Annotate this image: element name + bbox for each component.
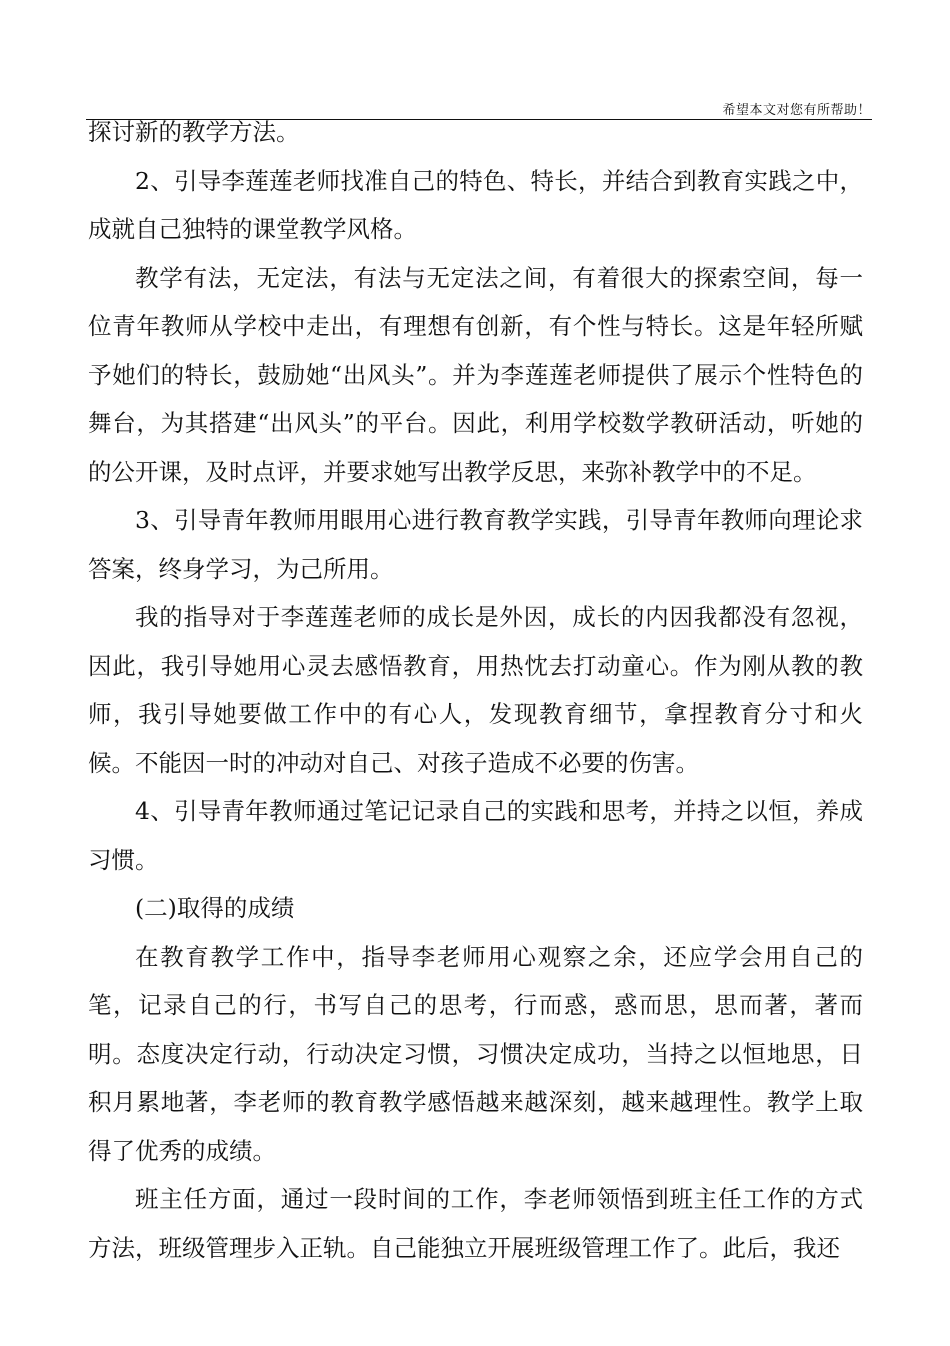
paragraph-5: 我的指导对于李莲莲老师的成长是外因，成长的内因我都没有忽视，因此，我引导她用心灵去感悟教育，用热忱去打动童心。作为刚从教的教师，我引导她要做工作中的有心人，发现教育细节，拿捏教育分寸和火候。不能因一时的冲动对自己、对孩子造成不必要的伤害。 — [88, 603, 863, 777]
paragraph-4: 3、引导青年教师用眼用心进行教育教学实践，引导青年教师向理论求答案，终身学习，为己所用。 — [88, 506, 863, 583]
section-heading: (二)取得的成绩 — [135, 894, 295, 922]
paragraph-3: 教学有法，无定法，有法与无定法之间，有着很大的探索空间，每一位青年教师从学校中走出，有理想有创新，有个性与特长。这是年轻所赋予她们的特长，鼓励她“出风头”。并为李莲莲老师提供了展示个性特色的舞台，为其搭建“出风头”的平台。因此，利用学校数学教研活动，听她的的公开课，及时点评，并要求她写出教学反思，来弥补教学中的不足。 — [88, 263, 863, 486]
paragraph-2: 2、引导李莲莲老师找准自己的特色、特长，并结合到教育实践之中，成就自己独特的课堂教学风格。 — [88, 166, 863, 243]
header-note: 希望本文对您有所帮助！ — [722, 103, 871, 118]
paragraph-6: 4、引导青年教师通过笔记记录自己的实践和思考，并持之以恒，养成习惯。 — [88, 797, 863, 874]
paragraph-1: 探讨新的教学方法。 — [88, 118, 300, 146]
paragraph-7: 在教育教学工作中，指导李老师用心观察之余，还应学会用自己的笔，记录自己的行，书写自己的思考，行而惑，惑而思，思而著，著而明。态度决定行动，行动决定习惯，习惯决定成功，当持之以恒地思，日积月累地著，李老师的教育教学感悟越来越深刻，越来越理性。教学上取得了优秀的成绩。 — [88, 942, 863, 1165]
document-body — [88, 108, 863, 1272]
paragraph-8: 班主任方面，通过一段时间的工作，李老师领悟到班主任工作的方式方法，班级管理步入正轨。自己能独立开展班级管理工作了。此后，我还 — [88, 1185, 863, 1262]
